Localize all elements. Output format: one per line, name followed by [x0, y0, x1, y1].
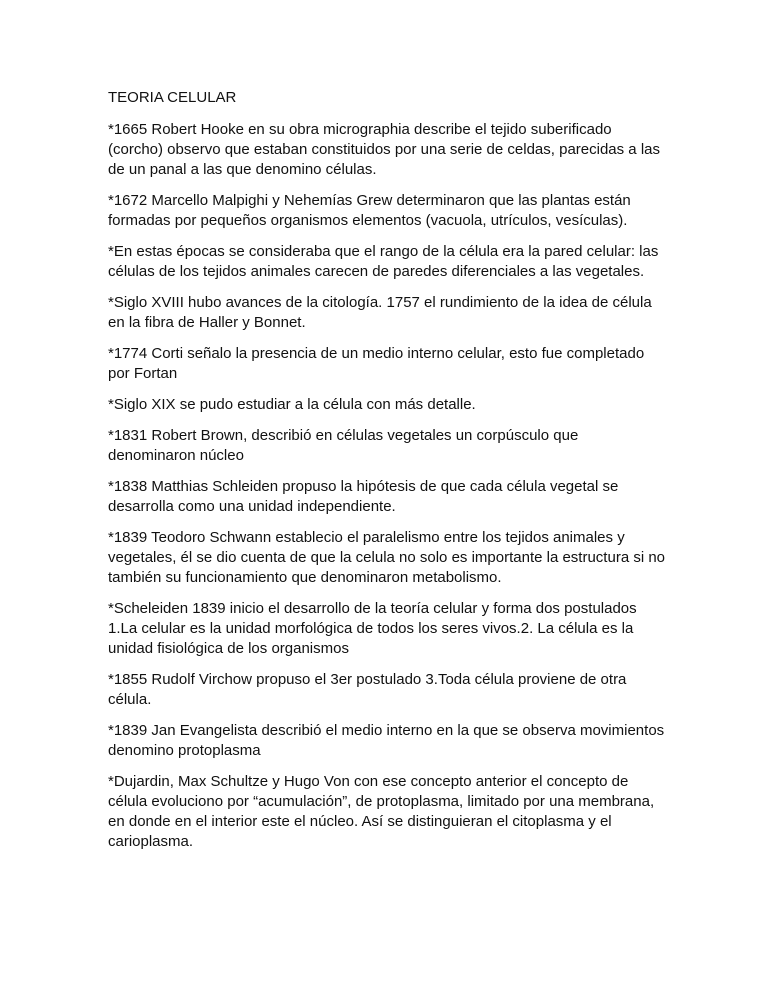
document-page — [108, 88, 668, 863]
paragraph-1855-virchow: *1855 Rudolf Virchow propuso el 3er postulado 3.Toda célula proviene de otra célula. — [108, 671, 627, 708]
paragraph-1839-postulados: *Scheleiden 1839 inicio el desarrollo de la teoría celular y forma dos postulados 1.La celular es la unidad morfológica de todos los seres vivos.2. La célula es la unidad fisiológica de los organismos — [108, 600, 637, 657]
paragraph-1839-schwann: *1839 Teodoro Schwann establecio el paralelismo entre los tejidos animales y vegetales, él se dio cuenta de que la celula no solo es importante la estructura si no también su funcionamiento que denominaron metabolismo. — [108, 529, 666, 586]
paragraph-siglo-xix: *Siglo XIX se pudo estudiar a la célula con más detalle. — [108, 396, 476, 413]
paragraph-1672-malpighi-grew: *1672 Marcello Malpighi y Nehemías Grew determinaron que las plantas están formadas por pequeños organismos elementos (vacuola, utrículos, vesículas). — [108, 192, 631, 229]
paragraph-1838-schleiden: *1838 Matthias Schleiden propuso la hipótesis de que cada célula vegetal se desarrolla como una unidad independiente. — [108, 478, 619, 515]
paragraph-1831-brown: *1831 Robert Brown, describió en células vegetales un corpúsculo que denominaron núcleo — [108, 427, 579, 464]
paragraph-1665-hooke: *1665 Robert Hooke en su obra micrographia describe el tejido suberificado (corcho) observo que estaban constituidos por una serie de celdas, parecidas a las de un panal a las que denomino células. — [108, 121, 660, 178]
paragraph-1839-evangelista: *1839 Jan Evangelista describió el medio interno en la que se observa movimientos denomino protoplasma — [108, 722, 665, 759]
paragraph-cell-wall-era: *En estas épocas se consideraba que el rango de la célula era la pared celular: las células de los tejidos animales carecen de paredes diferenciales a las vegetales. — [108, 243, 659, 280]
paragraph-dujardin-schultze: *Dujardin, Max Schultze y Hugo Von con ese concepto anterior el concepto de célula evoluciono por “acumulación”, de protoplasma, limitado por una membrana, en donde en el interior este el núcleo. Así se distinguieran el citoplasma y el carioplasma. — [108, 773, 655, 850]
paragraph-1774-corti: *1774 Corti señalo la presencia de un medio interno celular, esto fue completado por Fortan — [108, 345, 645, 382]
paragraph-siglo-xviii: *Siglo XVIII hubo avances de la citología. 1757 el rundimiento de la idea de célula en la fibra de Haller y Bonnet. — [108, 294, 652, 331]
document-title: TEORIA CELULAR — [108, 89, 237, 106]
